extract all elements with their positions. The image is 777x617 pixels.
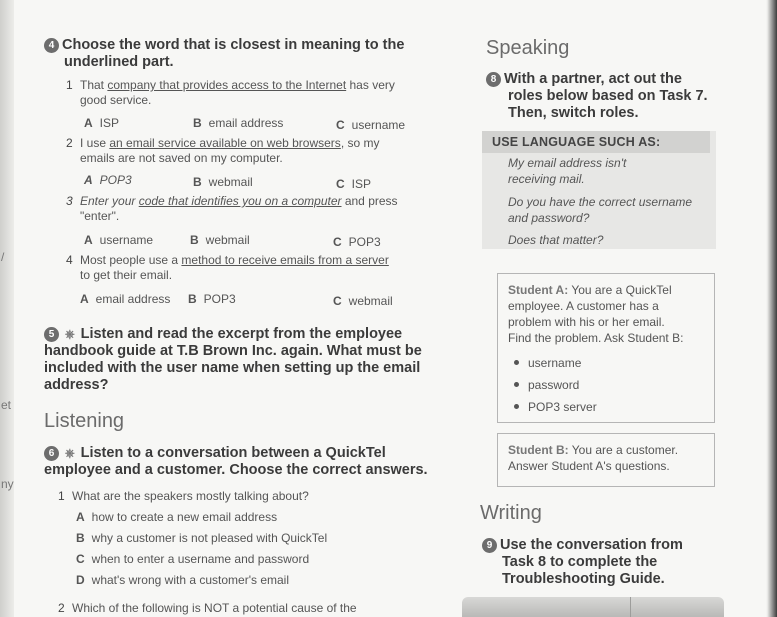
- task-number-badge: 5: [44, 327, 59, 342]
- listening-question-2: 2 Which of the following is NOT a potential cause of the: [58, 601, 357, 615]
- task-number-badge: 4: [44, 38, 59, 53]
- student-a-label: Student A:: [508, 283, 569, 297]
- language-box-arrow: [690, 131, 702, 153]
- task4-item-1: 1 That company that provides access to the Internet has very good service.: [66, 78, 395, 107]
- audio-icon: ⎈: [65, 327, 75, 341]
- right-page-edge: [767, 0, 777, 617]
- student-b-box: Student B: You are a customer. Answer Student A's questions.: [497, 433, 715, 487]
- bullet-item: username: [528, 355, 581, 371]
- task-number-badge: 9: [482, 538, 497, 553]
- language-box: [482, 131, 716, 249]
- speaking-title: Speaking: [486, 37, 570, 59]
- troubleshooting-guide-tab: [462, 597, 724, 617]
- left-page-edge: [0, 0, 14, 617]
- margin-fragment: /: [1, 250, 5, 264]
- margin-fragment: ny: [1, 477, 14, 491]
- answer-option: B why a customer is not pleased with QuickTel: [76, 531, 328, 545]
- language-phrase: receiving mail.: [508, 172, 585, 186]
- bullet-item: password: [528, 377, 579, 393]
- answer-option: C ISP: [336, 177, 372, 191]
- answer-option: A ISP: [84, 116, 120, 130]
- answer-option: C when to enter a username and password: [76, 552, 310, 566]
- language-phrase: and password?: [508, 211, 590, 225]
- answer-option: C username: [336, 118, 406, 132]
- listening-question-1: 1 What are the speakers mostly talking about?: [58, 489, 309, 503]
- language-phrase: Does that matter?: [508, 233, 604, 247]
- task5-heading: 5 ⎈ Listen and read the excerpt from the employee handbook guide at T.B Brown Inc. again. What must be included with the user name when setting up the email address?: [44, 326, 422, 393]
- answer-option: B webmail: [190, 233, 250, 247]
- answer-option: C webmail: [333, 294, 393, 308]
- student-b-label: Student B:: [508, 443, 569, 457]
- answer-option: C POP3: [333, 235, 381, 249]
- margin-fragment: et: [1, 398, 12, 412]
- student-a-box: Student A: You are a QuickTel employee. A customer has a problem with his or her email. Find the problem. Ask Student B: username password POP3 server: [497, 273, 715, 423]
- language-box-header: USE LANGUAGE SUCH AS:: [482, 131, 710, 153]
- task4-item-2: 2 I use an email service available on web browsers, so my emails are not saved on my computer.: [66, 136, 380, 165]
- answer-option: B POP3: [188, 292, 236, 306]
- task9-heading: 9 Use the conversation from Task 8 to complete the Troubleshooting Guide.: [482, 537, 722, 588]
- listening-title: Listening: [44, 410, 125, 432]
- language-phrase: My email address isn't: [508, 156, 627, 170]
- task4-item-4: 4 Most people use a method to receive emails from a server to get their email.: [66, 253, 389, 282]
- language-phrase: Do you have the correct username: [508, 195, 693, 209]
- task4-heading: 4 Choose the word that is closest in meaning to the underlined part.: [44, 37, 404, 71]
- bullet-item: POP3 server: [528, 399, 597, 415]
- answer-option: D what's wrong with a customer's email: [76, 573, 289, 587]
- answer-option: A username: [84, 233, 154, 247]
- audio-icon: ⎈: [65, 446, 75, 460]
- task4-item-3: 3 Enter your code that identifies you on a computer and press "enter".: [66, 194, 398, 223]
- writing-title: Writing: [480, 502, 542, 524]
- task8-heading: 8 With a partner, act out the roles below based on Task 7. Then, switch roles.: [486, 71, 726, 122]
- answer-option: B email address: [193, 116, 284, 130]
- task-number-badge: 8: [486, 72, 501, 87]
- answer-option: B webmail: [193, 175, 253, 189]
- answer-option: A email address: [80, 292, 171, 306]
- answer-option: A POP3: [84, 173, 132, 187]
- task-number-badge: 6: [44, 446, 59, 461]
- answer-option: A how to create a new email address: [76, 510, 278, 524]
- task6-heading: 6 ⎈ Listen to a conversation between a QuickTel employee and a customer. Choose the correct answers.: [44, 445, 428, 478]
